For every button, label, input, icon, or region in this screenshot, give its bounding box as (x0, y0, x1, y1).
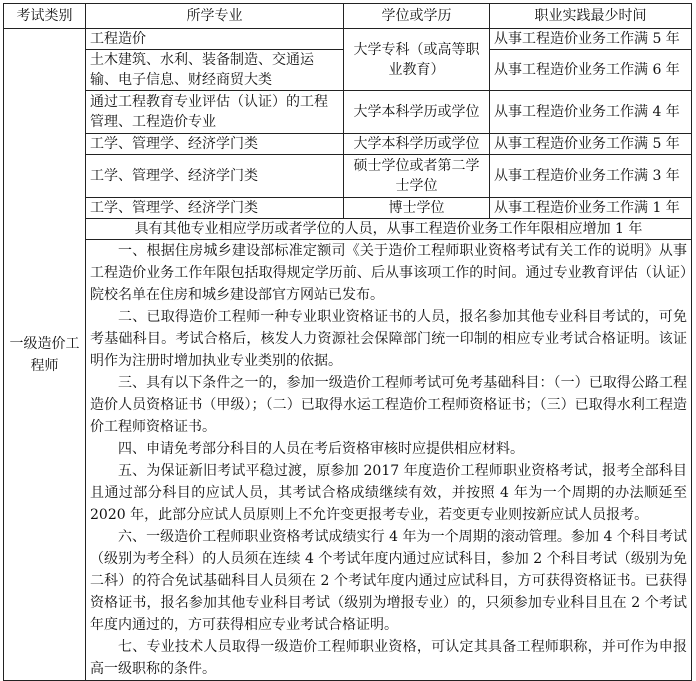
table-row (4, 134, 692, 155)
exam-type-cell: 一级造价工程师 (4, 29, 86, 681)
major-cell: 通过工程教育专业评估（认证）的工程管理、工程造价专业 (86, 91, 344, 134)
degree-cell: 大学本科学历或学位 (344, 134, 490, 155)
note-paragraph: 四、申请免考部分科目的人员在考后资格审核时应提供相应材料。 (118, 441, 524, 457)
note-paragraph: 三、具有以下条件之一的，参加一级造价工程师考试可免考基础科目：（一）已取得公路工程造价人员资格证书（甲级）；（二）已取得水运工程造价工程师资格证书；（三）已取得水利工程造价工程师资格证书。 (90, 375, 687, 435)
header-min-practice-time: 职业实践最少时间 (490, 4, 692, 29)
years-cell: 从事工程造价业务工作满 5 年 (490, 29, 692, 50)
header-degree: 学位或学历 (344, 4, 490, 29)
table-row (4, 91, 692, 134)
header-exam-type: 考试类别 (4, 4, 86, 29)
note-paragraph: 二、已取得造价工程师一种专业职业资格证书的人员，报名参加其他专业科目考试的，可免考基础科目。考试合格后，核发人力资源社会保障部门统一印制的相应专业考试合格证明。该证明作为注册时增加执业专业类别的依据。 (90, 309, 687, 369)
table-row (4, 155, 692, 198)
note-paragraph: 一、根据住房城乡建设部标准定额司《关于造价工程师职业资格考试有关工作的说明》从事工程造价业务工作年限包括取得规定学历前、后从事该项工作的时间。通过专业教育评估（认证）院校名单在住房和城乡建设部官方网站已发布。 (90, 243, 687, 303)
extra-years-note: 具有其他专业相应学历或者学位的人员，从事工程造价业务工作年限相应增加 1 年 (86, 219, 692, 240)
note-paragraph: 七、专业技术人员取得一级造价工程师职业资格，可认定其具备工程师职称，并可作为申报高一级职称的条件。 (90, 639, 687, 677)
notes-cell (86, 240, 692, 681)
years-cell: 从事工程造价业务工作满 5 年 (490, 134, 692, 155)
table-header-row (4, 4, 692, 29)
major-cell: 工程造价 (86, 29, 344, 50)
note-paragraph: 六、一级造价工程师职业资格考试成绩实行 4 年为一个周期的滚动管理。参加 4 个科目考试（级别为考全科）的人员须在连续 4 个考试年度内通过应试科目，参加 2 个科目考试（级别为免二科）的符合免试基础科目人员须在 2 个考试年度内通过应试科目，方可获得资格证书。已获得资格证书，报名参加其他专业科目考试（级别为增报专业）的，只须参加专业科目且在 2 个考试年度内通过的，方可获得相应专业考试合格证明。 (90, 529, 687, 633)
notes-row (4, 240, 692, 681)
extra-note-row (4, 219, 692, 240)
years-cell: 从事工程造价业务工作满 6 年 (490, 50, 692, 91)
degree-cell: 大学本科学历或学位 (344, 91, 490, 134)
major-cell: 工学、管理学、经济学门类 (86, 134, 344, 155)
years-cell: 从事工程造价业务工作满 3 年 (490, 155, 692, 198)
years-cell: 从事工程造价业务工作满 1 年 (490, 198, 692, 219)
table-row (4, 198, 692, 219)
major-cell: 土木建筑、水利、装备制造、交通运输、电子信息、财经商贸大类 (86, 50, 344, 91)
exam-requirements-table (3, 3, 692, 681)
major-cell: 工学、管理学、经济学门类 (86, 155, 344, 198)
table-row (4, 29, 692, 50)
degree-cell: 博士学位 (344, 198, 490, 219)
degree-cell: 硕士学位或者第二学士学位 (344, 155, 490, 198)
header-major: 所学专业 (86, 4, 344, 29)
years-cell: 从事工程造价业务工作满 4 年 (490, 91, 692, 134)
major-cell: 工学、管理学、经济学门类 (86, 198, 344, 219)
note-paragraph: 五、为保证新旧考试平稳过渡，原参加 2017 年度造价工程师职业资格考试，报考全部科目且通过部分科目的应试人员，其考试合格成绩继续有效，并按照 4 年为一个周期的办法顺延至 2020 年，此部分应试人员原则上不允许变更报考专业，若变更专业则按新应试人员报考。 (90, 463, 687, 523)
degree-cell: 大学专科（或高等职业教育） (344, 29, 490, 91)
